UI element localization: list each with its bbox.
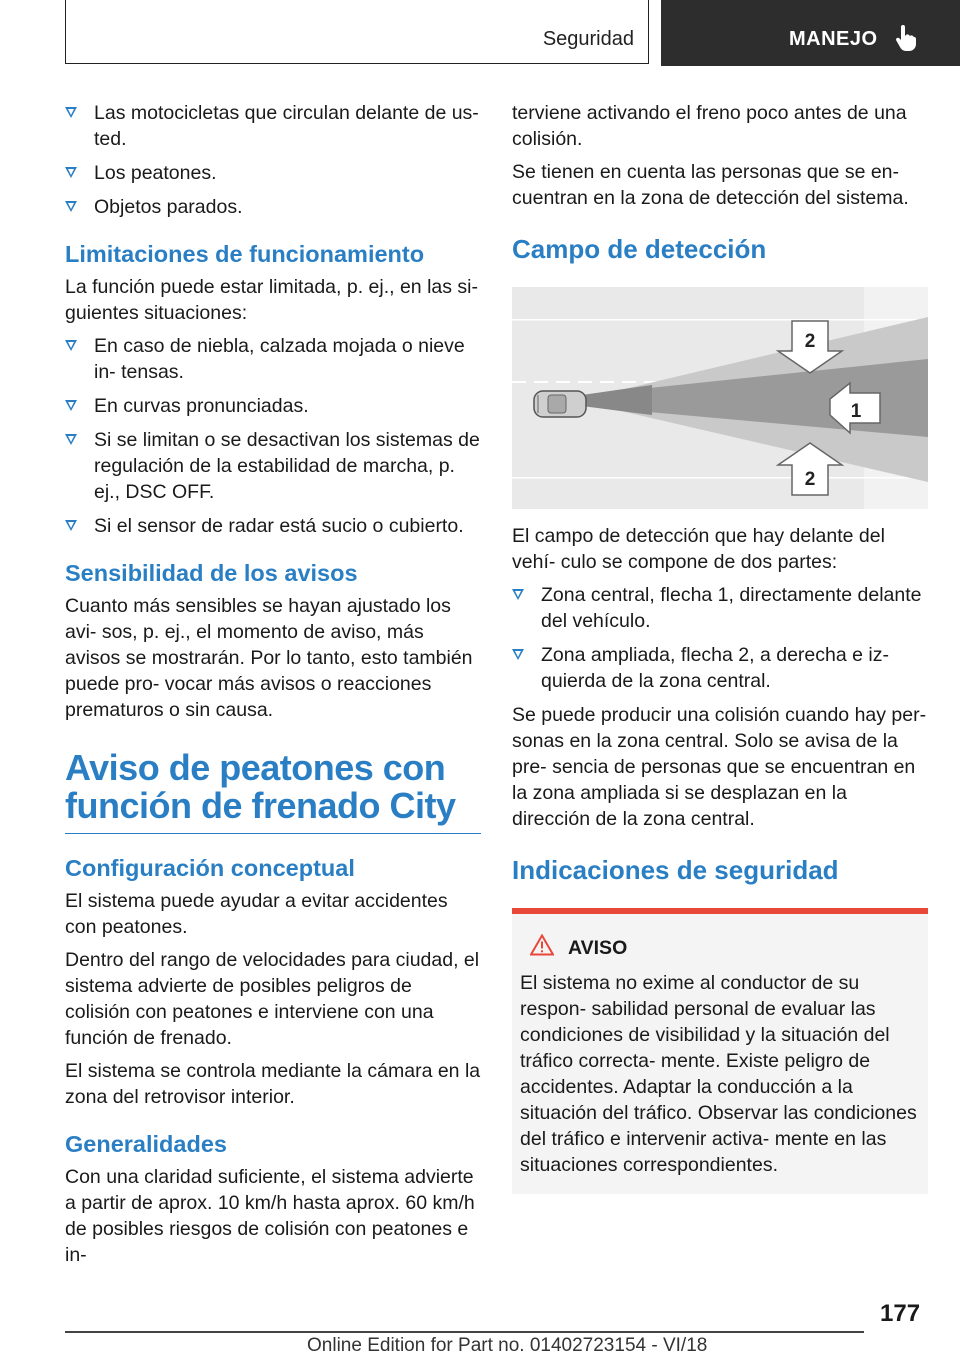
list-item: Si se limitan o se desactivan los sistemas de regulación de la estabilidad de marcha, p. ej., DSC OFF.	[65, 427, 481, 505]
bullet-triangle-icon	[512, 649, 524, 660]
campo-after-text: Se puede producir una colisión cuando hay per‐ sonas en la zona central. Solo se avisa de la pre‐ sencia de personas que se encuentran en la zona ampliada si se desplazan en la dirección de la zona central.	[512, 704, 927, 830]
detection-field-figure	[512, 287, 928, 509]
header-section-box	[65, 0, 649, 64]
configuracion-p2: Dentro del rango de velocidades para ciudad, el sistema advierte de posibles peligros de colisión con peatones e interviene con una función de frenado.	[65, 949, 480, 1049]
list-item: Si el sensor de radar está sucio o cubierto.	[65, 513, 481, 539]
list-item: Las motocicletas que circulan delante de us‐ ted.	[65, 100, 481, 152]
svg-text:2: 2	[804, 469, 816, 490]
footer-divider	[65, 1331, 864, 1333]
footer-edition	[307, 1335, 707, 1357]
hand-pointer-icon	[895, 25, 917, 56]
page-number: 177	[880, 1300, 921, 1327]
warning-header	[530, 934, 920, 962]
intro-list	[65, 100, 481, 220]
list-item: Zona central, flecha 1, directamente delante del vehículo.	[512, 582, 928, 634]
configuracion-p3: El sistema se controla mediante la cámara en la zona del retrovisor interior.	[65, 1060, 481, 1108]
campo-list	[512, 582, 928, 694]
list-item: Objetos parados.	[65, 194, 481, 220]
warning-box	[512, 908, 928, 1194]
bullet-triangle-icon	[65, 167, 77, 178]
list-item: En curvas pronunciadas.	[65, 393, 481, 419]
chapter-tab[interactable]	[661, 0, 960, 66]
limitaciones-text: La función puede estar limitada, p. ej., en las si‐ guientes situaciones:	[65, 276, 478, 324]
list-item: Zona ampliada, flecha 2, a derecha e iz‐ quierda de la zona central.	[512, 642, 928, 694]
limitaciones-heading: Limitaciones de funcionamiento	[65, 241, 425, 267]
campo-heading: Campo de detección	[512, 234, 767, 264]
sensibilidad-heading: Sensibilidad de los avisos	[65, 560, 358, 586]
continued-text-1: terviene activando el freno poco antes de una colisión.	[512, 102, 907, 150]
svg-text:1: 1	[850, 401, 862, 422]
limitaciones-list	[65, 333, 481, 539]
warning-text: El sistema no exime al conductor de su respon‐ sabilidad personal de evaluar las condiciones de visibilidad y la situación del tráfico correcta‐ mente. Existe peligro de accidentes. Adaptar la conducción a la situación del tráfico. Observar las condiciones del tráfico e intervenir activa‐ mente en las situaciones correspondientes.	[520, 972, 917, 1176]
right-column	[512, 100, 928, 1194]
bullet-triangle-icon	[65, 400, 77, 411]
bullet-triangle-icon	[65, 520, 77, 531]
warning-title: AVISO	[568, 936, 628, 959]
generalidades-text: Con una claridad suficiente, el sistema advierte a partir de aprox. 10 km/h hasta aprox. 60 km/h de posibles riesgos de colisión con peatones e in‐	[65, 1166, 475, 1266]
footer-edition-text: Online Edition for Part no. 01402723154 - VI/18	[307, 1335, 708, 1356]
configuracion-p1: El sistema puede ayudar a evitar accidentes con peatones.	[65, 890, 448, 938]
configuracion-heading: Configuración conceptual	[65, 855, 355, 881]
chapter-title: MANEJO	[789, 28, 878, 50]
campo-text: El campo de detección que hay delante del vehí‐ culo se compone de dos partes:	[512, 525, 885, 573]
left-column	[65, 100, 481, 1275]
sensibilidad-text: Cuanto más sensibles se hayan ajustado los avi‐ sos, p. ej., el momento de aviso, más avisos se mostrarán. Por lo tanto, esto también puede pro‐ vocar más avisos o reacciones prematuros o sin causa.	[65, 595, 473, 721]
bullet-triangle-icon	[65, 434, 77, 445]
car-icon	[534, 391, 586, 417]
bullet-triangle-icon	[65, 201, 77, 212]
seguridad-heading: Indicaciones de seguridad	[512, 855, 839, 885]
continued-text-2: Se tienen en cuenta las personas que se en‐ cuentran en la zona de detección del sistema.	[512, 161, 909, 209]
warning-triangle-icon	[530, 934, 554, 962]
svg-text:2: 2	[804, 331, 816, 352]
list-item: En caso de niebla, calzada mojada o nieve in‐ tensas.	[65, 333, 481, 385]
bullet-triangle-icon	[65, 340, 77, 351]
section-title: Seguridad	[542, 28, 634, 50]
list-item: Los peatones.	[65, 160, 481, 186]
bullet-triangle-icon	[512, 589, 524, 600]
main-heading: Aviso de peatones con función de frenado City	[65, 749, 481, 834]
generalidades-heading: Generalidades	[65, 1131, 227, 1157]
bullet-triangle-icon	[65, 107, 77, 118]
